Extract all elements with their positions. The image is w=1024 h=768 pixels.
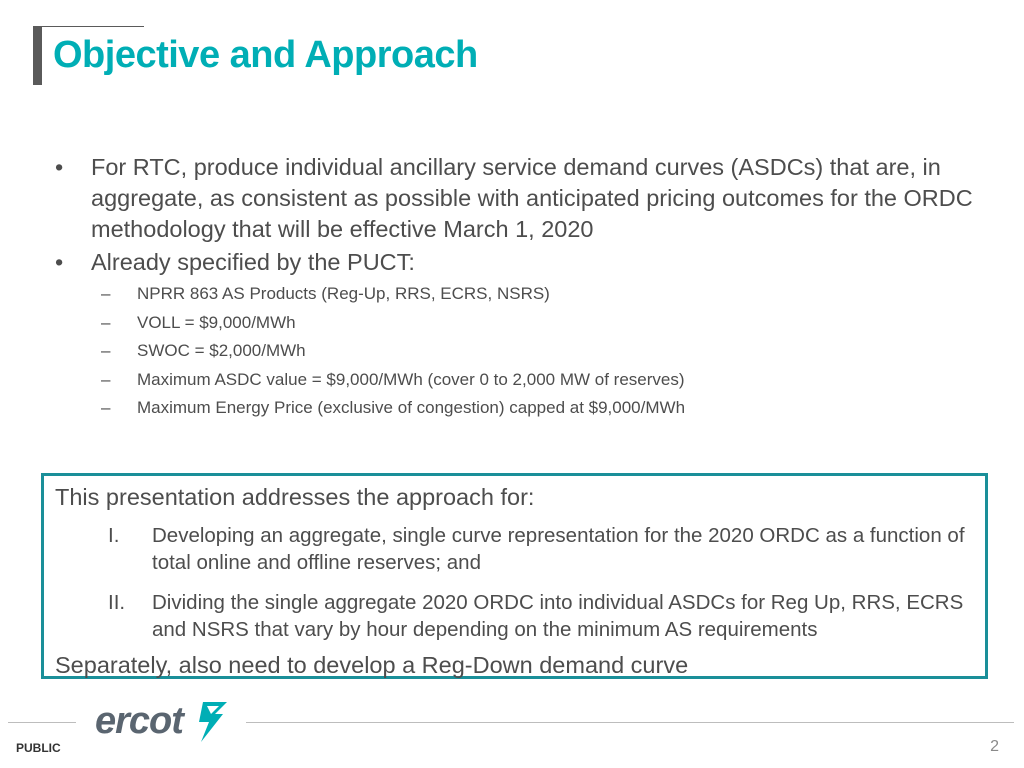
subbullet-marker: – xyxy=(101,341,111,360)
bullet-list xyxy=(55,152,985,423)
lightning-bolt-icon xyxy=(193,700,233,744)
subbullet-item xyxy=(55,309,985,338)
logo-wordmark: ercot xyxy=(95,700,183,742)
subbullet-marker: – xyxy=(101,312,111,332)
subbullet-marker: – xyxy=(101,284,111,303)
footer-rule-right xyxy=(246,722,1014,723)
subbullet-item xyxy=(55,280,985,309)
subbullet-item xyxy=(55,366,985,395)
callout-item-number: II. xyxy=(108,591,126,614)
bullet-marker: • xyxy=(55,249,64,275)
callout-item-number: I. xyxy=(108,524,120,547)
callout-intro: This presentation addresses the approach for: xyxy=(55,484,535,510)
subbullet-text: NPRR 863 AS Products (Reg-Up, RRS, ECRS, NSRS) xyxy=(137,284,550,303)
subbullet-item xyxy=(55,337,985,366)
bullet-text: Already specified by the PUCT: xyxy=(91,249,415,275)
bullet-item xyxy=(55,247,985,278)
ercot-logo xyxy=(95,700,183,743)
subbullet-item xyxy=(55,394,985,423)
callout-item-text: Developing an aggregate, single curve representation for the 2020 ORDC as a function of total online and offline reserves; and xyxy=(152,524,965,574)
page-title: Objective and Approach xyxy=(53,34,478,76)
classification-label: PUBLIC xyxy=(16,741,61,755)
callout-outro: Separately, also need to develop a Reg-Down demand curve xyxy=(55,652,689,678)
title-accent-bar xyxy=(33,26,42,85)
callout-item-text: Dividing the single aggregate 2020 ORDC into individual ASDCs for Reg Up, RRS, ECRS and NSRS that vary by hour depending on the minimum AS requirements xyxy=(152,591,964,641)
callout-box xyxy=(41,473,988,679)
subbullet-text: SWOC = $2,000/MWh xyxy=(137,341,306,360)
page-number: 2 xyxy=(990,738,999,755)
subbullet-marker: – xyxy=(101,398,111,417)
subbullet-marker: – xyxy=(101,369,111,389)
bullet-item xyxy=(55,152,985,245)
title-top-rule xyxy=(40,26,144,27)
subbullet-text: VOLL = $9,000/MWh xyxy=(137,312,296,332)
bullet-text: For RTC, produce individual ancillary service demand curves (ASDCs) that are, in aggregate, as consistent as possible with anticipated pricing outcomes for the ORDC methodology that will be effective March 1, 2020 xyxy=(91,154,973,242)
bullet-marker: • xyxy=(55,154,64,180)
subbullet-text: Maximum Energy Price (exclusive of congestion) capped at $9,000/MWh xyxy=(137,398,686,417)
subbullet-text: Maximum ASDC value = $9,000/MWh (cover 0 to 2,000 MW of reserves) xyxy=(137,369,685,389)
footer-rule-left xyxy=(8,722,76,723)
